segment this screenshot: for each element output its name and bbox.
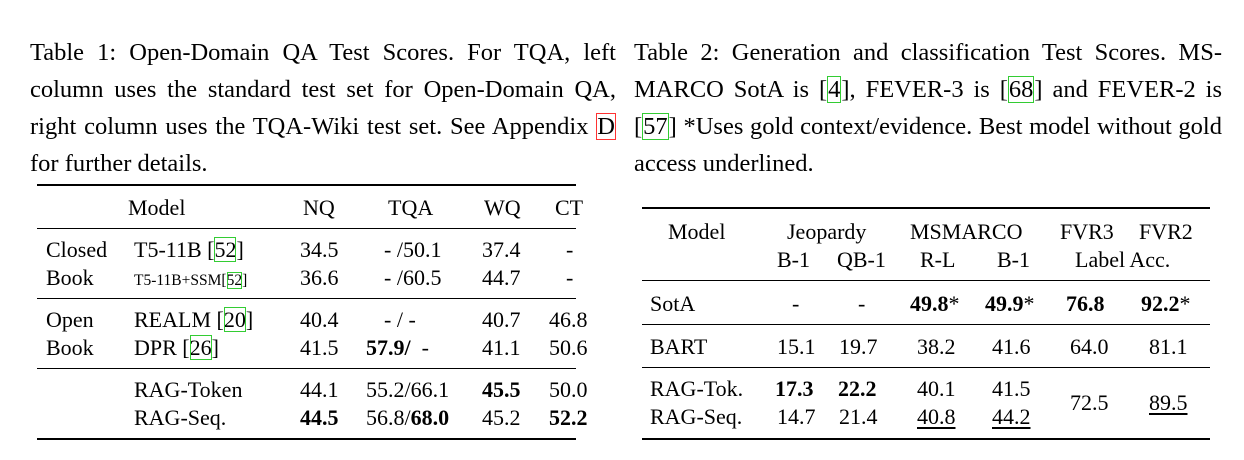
t1-row-model: REALM [20]	[134, 307, 254, 332]
table2-mid-rule-2	[642, 367, 1210, 368]
table1-mid-rule	[37, 298, 576, 299]
table2-caption: Table 2: Generation and classification Test Scores. MS-MARCO SotA is [4], FEVER-3 is [68] and FEVER-2 is [57] *Uses gold context/evidence. Best model without gold access underlined.	[634, 39, 1223, 177]
table2-bottom-rule	[642, 438, 1210, 440]
t1-cell: 45.5	[482, 377, 521, 402]
t2-cell: 72.5	[1070, 390, 1109, 415]
t1-cell: -	[566, 265, 574, 290]
t1-cell: 50.0	[549, 377, 588, 402]
t1-cell: 44.5	[300, 405, 339, 430]
t2-cell: 17.3	[775, 376, 814, 401]
t1-row-model: DPR [26]	[134, 335, 219, 360]
t1-header-model: Model	[128, 195, 186, 220]
t2-cell: 49.9*	[985, 291, 1035, 316]
t1-cell: 52.2	[549, 405, 588, 430]
t2-row-model: RAG-Tok.	[650, 376, 744, 401]
t2-cell: 41.5	[992, 376, 1031, 401]
t1-cell: 36.6	[300, 265, 339, 290]
t1-cell: 45.2	[482, 405, 521, 430]
t2-header-msmarco: MSMARCO	[910, 219, 1023, 244]
t2-cell: 92.2*	[1141, 291, 1191, 316]
citation-26-link[interactable]: 26	[189, 335, 212, 360]
t2-subheader-b1: B-1	[777, 247, 810, 272]
t1-cell: 44.1	[300, 377, 339, 402]
t1-group-open-book: Book	[46, 335, 94, 360]
t1-group-open: Open	[46, 307, 94, 332]
table1-caption	[30, 34, 616, 182]
table1-mid-rule-2	[37, 368, 576, 369]
t2-header-jeopardy: Jeopardy	[787, 219, 867, 244]
table2-caption-text-a: Generation and classification Test Scores. MS-MARCO SotA is	[634, 39, 1223, 103]
t1-cell: 44.7	[482, 265, 521, 290]
t2-cell: 15.1	[777, 334, 816, 359]
t2-cell: -	[792, 291, 800, 316]
table2-mid-rule	[642, 324, 1210, 325]
t1-group-closed-book: Book	[46, 265, 94, 290]
t2-row-model: RAG-Seq.	[650, 404, 743, 429]
t1-cell: - /50.1	[384, 237, 442, 262]
t1-group-closed: Closed	[46, 237, 108, 262]
t1-row-model: T5-11B+SSM[52]	[134, 272, 248, 289]
t1-cell: 40.7	[482, 307, 521, 332]
citation-52-link[interactable]: 52	[226, 272, 243, 289]
t2-header-model: Model	[668, 219, 726, 244]
table2-caption-text-d: *Uses gold context/evidence. Best model without gold access underlined.	[634, 113, 1222, 177]
citation-52-link[interactable]: 52	[214, 237, 237, 262]
t2-header-fvr3: FVR3	[1060, 219, 1114, 244]
t2-cell: 22.2	[838, 376, 877, 401]
t1-cell: - / -	[384, 307, 416, 332]
t2-cell: 41.6	[992, 334, 1031, 359]
t2-cell: 21.4	[839, 404, 878, 429]
t2-header-fvr2: FVR2	[1139, 219, 1193, 244]
table1-top-rule	[37, 184, 576, 186]
t1-cell: -	[566, 237, 574, 262]
t1-row-model: RAG-Token	[134, 377, 243, 402]
t1-cell: 40.4	[300, 307, 339, 332]
t2-subheader-label-acc: Label Acc.	[1075, 247, 1171, 272]
t1-cell: 50.6	[549, 335, 588, 360]
t1-cell: 41.5	[300, 335, 339, 360]
t2-cell: 14.7	[777, 404, 816, 429]
table1-caption-text-a: Open-Domain QA Test Scores. For TQA, left column uses the standard test set for Open-Domain QA, right column uses the TQA-Wiki test set. See Appendix	[30, 39, 616, 140]
t1-cell: - /60.5	[384, 265, 442, 290]
t2-cell: 76.8	[1066, 291, 1105, 316]
citation-68-link[interactable]: 68	[1008, 76, 1034, 103]
citation-57-link[interactable]: 57	[643, 113, 668, 140]
t1-cell: 55.2/66.1	[366, 377, 450, 402]
t2-row-model: SotA	[650, 291, 696, 316]
table2-caption-label: Table 2:	[634, 39, 720, 66]
t1-header-tqa: TQA	[388, 195, 434, 220]
t1-cell: 34.5	[300, 237, 339, 262]
t2-cell: 40.8	[917, 404, 956, 429]
citation-4-link[interactable]: 4	[828, 76, 841, 103]
table1-caption-label: Table 1:	[30, 39, 117, 66]
table1-header-rule	[37, 228, 576, 229]
t2-cell: 38.2	[917, 334, 956, 359]
table2-caption-text-b: , FEVER-3 is	[849, 76, 1000, 103]
t2-subheader-rl: R-L	[920, 247, 956, 272]
t2-subheader-qb1: QB-1	[837, 247, 886, 272]
t2-cell: 49.8*	[910, 291, 960, 316]
t1-cell: 46.8	[549, 307, 588, 332]
t2-cell: 81.1	[1149, 334, 1188, 359]
t2-cell: 44.2	[992, 404, 1031, 429]
table2-caption-text-c: and FEVER-2 is	[1042, 76, 1222, 103]
t1-row-model: T5-11B [52]	[134, 237, 244, 262]
t1-cell: 41.1	[482, 335, 521, 360]
t1-cell: 56.8/68.0	[366, 405, 450, 430]
t2-cell: 40.1	[917, 376, 956, 401]
t2-cell: 19.7	[839, 334, 878, 359]
t2-cell: -	[858, 291, 866, 316]
table1-caption-text-b: for further details.	[30, 150, 208, 177]
t1-header-ct: CT	[555, 195, 584, 220]
t2-row-model: BART	[650, 334, 708, 359]
table2-header-rule	[642, 280, 1210, 281]
appendix-d-link[interactable]: D	[597, 113, 615, 140]
t2-cell: 64.0	[1070, 334, 1109, 359]
t2-cell: 89.5	[1149, 390, 1188, 415]
table1-bottom-rule	[37, 438, 576, 440]
t1-cell: 57.9/ -	[366, 335, 429, 360]
table2-top-rule	[642, 207, 1210, 209]
citation-20-link[interactable]: 20	[223, 307, 246, 332]
t1-cell: 37.4	[482, 237, 521, 262]
t1-row-model: RAG-Seq.	[134, 405, 227, 430]
t1-header-nq: NQ	[303, 195, 335, 220]
t1-header-wq: WQ	[484, 195, 521, 220]
t2-subheader-b1-msmarco: B-1	[997, 247, 1030, 272]
